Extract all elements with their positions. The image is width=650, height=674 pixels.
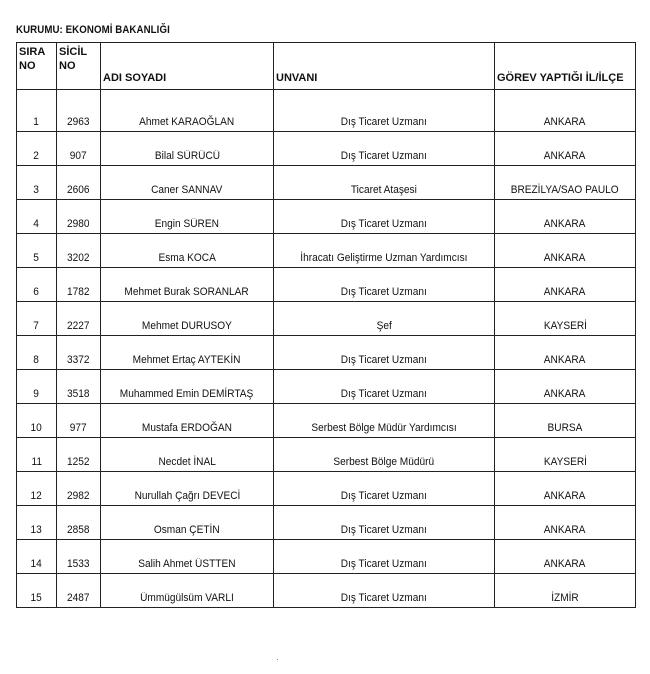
row-job-title-cell <box>274 370 495 404</box>
row-full-name: Esma KOCA <box>158 252 216 264</box>
row-number-cell <box>17 506 57 540</box>
row-full-name: Mustafa ERDOĞAN <box>142 422 232 434</box>
row-registry-number: 3372 <box>67 354 90 366</box>
header-sicil-no-line1: SİCİL <box>59 46 88 58</box>
row-full-name: Mehmet Ertaç AYTEKİN <box>133 354 241 366</box>
row-number-cell <box>17 404 57 438</box>
row-full-name: Engin SÜREN <box>154 218 220 230</box>
row-full-name-cell <box>101 132 274 166</box>
header-sira-no-line2: NO <box>19 60 36 72</box>
row-number-cell <box>17 302 57 336</box>
row-full-name-cell <box>101 574 274 608</box>
row-location: ANKARA <box>544 490 586 502</box>
row-number: 11 <box>31 456 42 468</box>
row-job-title-cell <box>274 336 495 370</box>
row-full-name: Nurullah Çağrı DEVECİ <box>134 490 240 502</box>
row-registry-number-cell <box>57 132 101 166</box>
row-job-title-cell <box>274 234 495 268</box>
row-job-title-cell <box>274 540 495 574</box>
row-registry-number-cell <box>57 506 101 540</box>
row-number: 9 <box>33 388 40 400</box>
row-job-title-cell <box>274 506 495 540</box>
row-full-name-cell <box>101 200 274 234</box>
row-number-cell <box>17 574 57 608</box>
row-registry-number-cell <box>57 200 101 234</box>
table-body <box>17 90 636 608</box>
row-registry-number-cell <box>57 370 101 404</box>
row-registry-number: 2982 <box>67 490 90 502</box>
row-registry-number-cell <box>57 302 101 336</box>
table-row <box>17 166 636 200</box>
row-registry-number: 3518 <box>67 388 90 400</box>
row-registry-number-cell <box>57 336 101 370</box>
row-location: ANKARA <box>544 354 586 366</box>
scan-speck <box>277 659 278 660</box>
row-full-name-cell <box>101 90 274 132</box>
row-number: 2 <box>33 150 40 162</box>
row-location-cell <box>495 336 636 370</box>
row-location-cell <box>495 540 636 574</box>
row-registry-number-cell <box>57 166 101 200</box>
row-location-cell <box>495 438 636 472</box>
row-registry-number-cell <box>57 90 101 132</box>
row-location: ANKARA <box>544 524 586 536</box>
table-row <box>17 472 636 506</box>
row-job-title: Dış Ticaret Uzmanı <box>340 592 428 604</box>
row-location-cell <box>495 302 636 336</box>
row-location: BURSA <box>547 422 583 434</box>
row-job-title-cell <box>274 302 495 336</box>
row-number: 1 <box>33 116 40 128</box>
row-job-title-cell <box>274 166 495 200</box>
row-job-title: Dış Ticaret Uzmanı <box>340 116 428 128</box>
row-number: 5 <box>33 252 40 264</box>
personnel-table <box>16 42 636 608</box>
row-number-cell <box>17 438 57 472</box>
row-location-cell <box>495 370 636 404</box>
row-location: KAYSERİ <box>543 456 587 468</box>
row-full-name: Ümmügülsüm VARLI <box>140 592 234 604</box>
table-row <box>17 200 636 234</box>
row-registry-number: 2963 <box>67 116 90 128</box>
table-row <box>17 404 636 438</box>
row-registry-number: 1252 <box>67 456 90 468</box>
row-location: BREZİLYA/SAO PAULO <box>511 184 619 196</box>
row-full-name-cell <box>101 268 274 302</box>
institution-heading: KURUMU: EKONOMİ BAKANLIĞI <box>16 24 170 36</box>
row-full-name: Mehmet DURUSOY <box>142 320 232 332</box>
row-registry-number: 1782 <box>67 286 90 298</box>
row-full-name-cell <box>101 472 274 506</box>
row-job-title: Serbest Bölge Müdür Yardımcısı <box>311 422 457 434</box>
row-job-title: Şef <box>376 320 392 332</box>
row-location: ANKARA <box>544 388 586 400</box>
row-job-title: Ticaret Ataşesi <box>350 184 417 196</box>
row-job-title: Serbest Bölge Müdürü <box>333 456 435 468</box>
row-job-title-cell <box>274 132 495 166</box>
row-registry-number: 2980 <box>67 218 90 230</box>
row-location-cell <box>495 574 636 608</box>
row-number-cell <box>17 90 57 132</box>
row-registry-number: 2606 <box>67 184 90 196</box>
table-row <box>17 302 636 336</box>
row-full-name: Bilal SÜRÜCÜ <box>154 150 220 162</box>
row-full-name-cell <box>101 438 274 472</box>
row-location-cell <box>495 132 636 166</box>
row-location-cell <box>495 506 636 540</box>
row-number: 8 <box>33 354 40 366</box>
row-registry-number-cell <box>57 540 101 574</box>
row-registry-number: 3202 <box>67 252 90 264</box>
row-number-cell <box>17 166 57 200</box>
row-job-title: İhracatı Geliştirme Uzman Yardımcısı <box>300 252 468 264</box>
row-job-title-cell <box>274 268 495 302</box>
row-number-cell <box>17 200 57 234</box>
header-title: UNVANI <box>274 43 495 90</box>
row-registry-number-cell <box>57 472 101 506</box>
row-registry-number: 2227 <box>67 320 90 332</box>
row-location-cell <box>495 166 636 200</box>
row-registry-number-cell <box>57 438 101 472</box>
row-registry-number-cell <box>57 268 101 302</box>
row-full-name-cell <box>101 506 274 540</box>
row-full-name: Osman ÇETİN <box>154 524 220 536</box>
row-job-title-cell <box>274 438 495 472</box>
row-location-cell <box>495 90 636 132</box>
row-location: ANKARA <box>544 252 586 264</box>
row-number: 14 <box>30 558 43 570</box>
row-number-cell <box>17 336 57 370</box>
header-name: ADI SOYADI <box>101 43 274 90</box>
row-full-name: Caner SANNAV <box>151 184 223 196</box>
row-full-name-cell <box>101 166 274 200</box>
table-row <box>17 268 636 302</box>
row-location: ANKARA <box>544 558 586 570</box>
row-registry-number: 2858 <box>67 524 90 536</box>
row-registry-number: 2487 <box>67 592 90 604</box>
row-location-cell <box>495 404 636 438</box>
table-header-row <box>17 43 636 90</box>
row-registry-number: 977 <box>70 422 87 434</box>
row-registry-number-cell <box>57 574 101 608</box>
row-number: 3 <box>33 184 40 196</box>
row-job-title: Dış Ticaret Uzmanı <box>340 286 428 298</box>
row-registry-number: 1533 <box>67 558 90 570</box>
row-full-name: Salih Ahmet ÜSTTEN <box>138 558 236 570</box>
row-job-title-cell <box>274 404 495 438</box>
row-location: ANKARA <box>544 286 586 298</box>
table-row <box>17 438 636 472</box>
row-number: 4 <box>33 218 40 230</box>
row-job-title: Dış Ticaret Uzmanı <box>340 490 428 502</box>
row-full-name-cell <box>101 336 274 370</box>
row-number: 6 <box>33 286 40 298</box>
table-row <box>17 370 636 404</box>
row-number-cell <box>17 268 57 302</box>
row-number-cell <box>17 132 57 166</box>
row-job-title: Dış Ticaret Uzmanı <box>340 558 428 570</box>
row-full-name-cell <box>101 234 274 268</box>
row-location-cell <box>495 234 636 268</box>
header-place: GÖREV YAPTIĞI İL/İLÇE <box>495 43 636 90</box>
row-number: 10 <box>30 422 43 434</box>
row-number: 12 <box>30 490 43 502</box>
row-full-name: Mehmet Burak SORANLAR <box>124 286 250 298</box>
row-full-name-cell <box>101 302 274 336</box>
row-full-name-cell <box>101 540 274 574</box>
row-location: İZMİR <box>551 592 579 604</box>
row-registry-number-cell <box>57 234 101 268</box>
row-number-cell <box>17 472 57 506</box>
header-sira-no <box>17 43 57 90</box>
row-full-name-cell <box>101 404 274 438</box>
row-location: KAYSERİ <box>543 320 587 332</box>
row-job-title: Dış Ticaret Uzmanı <box>340 524 428 536</box>
header-sicil-no-line2: NO <box>59 60 76 72</box>
row-full-name-cell <box>101 370 274 404</box>
table-row <box>17 540 636 574</box>
row-registry-number: 907 <box>70 150 87 162</box>
row-location: ANKARA <box>544 218 586 230</box>
row-number-cell <box>17 234 57 268</box>
row-full-name: Necdet İNAL <box>158 456 216 468</box>
row-full-name: Ahmet KARAOĞLAN <box>139 116 235 128</box>
row-number: 7 <box>33 320 40 332</box>
row-job-title-cell <box>274 90 495 132</box>
row-job-title-cell <box>274 472 495 506</box>
row-job-title-cell <box>274 574 495 608</box>
table-row <box>17 234 636 268</box>
row-location: ANKARA <box>544 116 586 128</box>
row-location-cell <box>495 268 636 302</box>
row-job-title-cell <box>274 200 495 234</box>
row-registry-number-cell <box>57 404 101 438</box>
header-sicil-no <box>57 43 101 90</box>
header-sira-no-line1: SIRA <box>19 46 46 58</box>
row-number-cell <box>17 370 57 404</box>
row-number-cell <box>17 540 57 574</box>
table-row <box>17 574 636 608</box>
table-row <box>17 132 636 166</box>
row-job-title: Dış Ticaret Uzmanı <box>340 388 428 400</box>
row-job-title: Dış Ticaret Uzmanı <box>340 150 428 162</box>
table-row <box>17 336 636 370</box>
row-location: ANKARA <box>544 150 586 162</box>
row-job-title: Dış Ticaret Uzmanı <box>340 354 428 366</box>
row-location-cell <box>495 472 636 506</box>
table-row <box>17 506 636 540</box>
row-job-title: Dış Ticaret Uzmanı <box>340 218 428 230</box>
row-location-cell <box>495 200 636 234</box>
row-full-name: Muhammed Emin DEMİRTAŞ <box>120 388 254 400</box>
table-row <box>17 90 636 132</box>
row-number: 15 <box>30 592 43 604</box>
row-number: 13 <box>30 524 43 536</box>
